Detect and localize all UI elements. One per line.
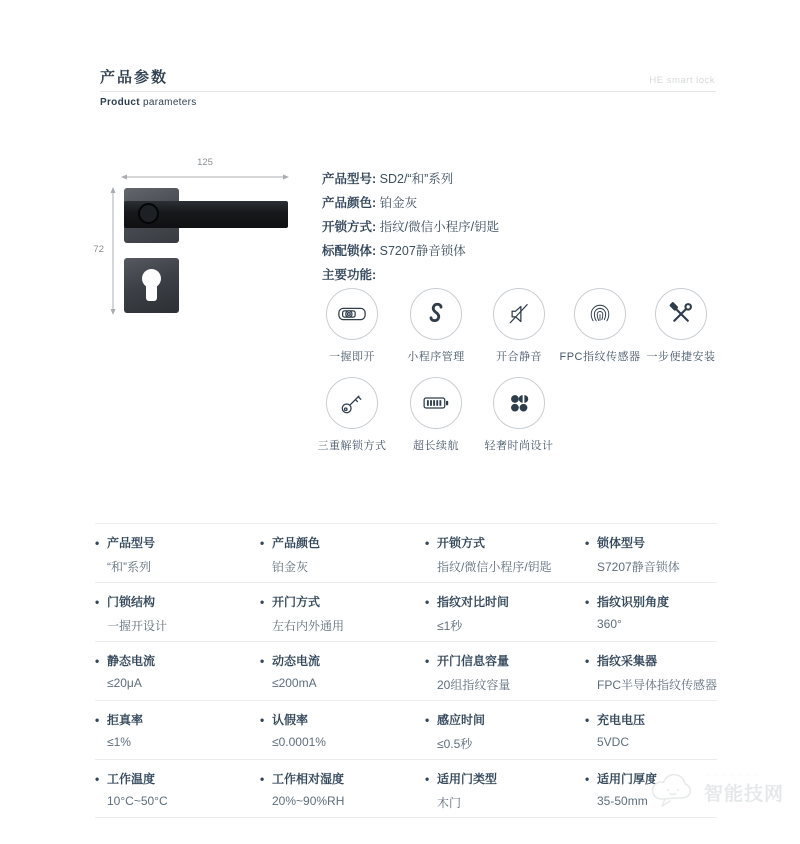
spec-value: 指纹/微信小程序/钥匙	[437, 560, 552, 574]
spec-name: 拒真率	[107, 713, 144, 727]
spec-name: 锁体型号	[597, 536, 646, 550]
spec-row	[95, 582, 717, 641]
battery-icon	[421, 388, 451, 418]
page-subtitle-bold: Product	[100, 97, 140, 108]
info-label: 开锁方式:	[322, 220, 377, 234]
spec-cell	[260, 770, 425, 817]
feature-label: 小程序管理	[407, 351, 465, 363]
spec-cell	[95, 770, 260, 817]
feature-silent	[474, 288, 564, 364]
spec-value: 铂金灰	[272, 560, 309, 574]
spec-value: 20%~90%RH	[272, 794, 345, 808]
feature-long-battery	[391, 377, 481, 453]
spec-value: FPC半导体指纹传感器	[597, 678, 718, 692]
spec-cell	[585, 652, 717, 700]
page-subtitle-rest: parameters	[139, 97, 197, 108]
bullet: •	[425, 772, 430, 786]
info-line-model	[322, 167, 499, 191]
spec-cell	[260, 534, 425, 582]
fingerprint-icon	[585, 299, 615, 329]
mute-icon	[504, 299, 534, 329]
spec-cell	[260, 593, 425, 641]
bullet: •	[95, 772, 100, 786]
header-divider	[100, 91, 716, 92]
feature-label: 轻奢时尚设计	[484, 440, 554, 452]
bullet: •	[95, 713, 100, 727]
spec-name: 动态电流	[272, 654, 321, 668]
info-value: SD2/“和”系列	[376, 172, 454, 186]
spec-cell	[95, 534, 260, 582]
spec-cell	[585, 593, 717, 641]
spec-value: S7207静音锁体	[597, 560, 680, 574]
spec-name: 适用门厚度	[597, 772, 658, 786]
watermark-big-text: 智能技网	[704, 783, 785, 805]
info-line-unlock	[322, 215, 499, 239]
width-dimension-line	[120, 172, 290, 182]
info-line-lockbody	[322, 239, 499, 263]
spec-name: 认假率	[272, 713, 309, 727]
spec-row	[95, 641, 717, 700]
spec-cell	[585, 711, 717, 759]
spec-name: 感应时间	[437, 713, 486, 727]
info-value: 铂金灰	[376, 196, 418, 210]
spec-cell	[425, 534, 585, 582]
handle-icon	[337, 299, 367, 329]
spec-cell	[95, 652, 260, 700]
bullet: •	[585, 713, 590, 727]
spec-value: ≤1秒	[437, 619, 463, 633]
feature-miniprogram	[391, 288, 481, 364]
bullet: •	[585, 536, 590, 550]
spec-cell	[425, 652, 585, 700]
feature-triple-unlock	[307, 377, 397, 453]
bullet: •	[425, 595, 430, 609]
spec-table	[95, 523, 717, 818]
spec-value: 35-50mm	[597, 794, 648, 808]
spec-cell	[425, 593, 585, 641]
spec-value: 左右内外通用	[272, 619, 345, 633]
info-line-color	[322, 191, 499, 215]
spec-cell	[95, 593, 260, 641]
bullet: •	[425, 654, 430, 668]
feature-easy-install	[636, 288, 726, 364]
spec-value: ≤0.5秒	[437, 737, 473, 751]
feature-label: 三重解锁方式	[317, 440, 387, 452]
spec-name: 指纹采集器	[597, 654, 658, 668]
spec-value: ≤20μA	[107, 676, 142, 690]
bullet: •	[585, 654, 590, 668]
page-subtitle	[100, 97, 197, 108]
spec-name: 指纹识别角度	[597, 595, 670, 609]
bullet: •	[425, 536, 430, 550]
bullet: •	[95, 595, 100, 609]
spec-name: 静态电流	[107, 654, 156, 668]
feature-label: 超长续航	[413, 440, 459, 452]
spec-cell	[260, 711, 425, 759]
cloud-logo-icon	[648, 766, 700, 810]
watermark-text	[704, 771, 784, 806]
bullet: •	[260, 654, 265, 668]
spec-name: 门锁结构	[107, 595, 156, 609]
spec-cell	[585, 534, 717, 582]
spec-cell	[95, 711, 260, 759]
bullet: •	[260, 772, 265, 786]
bullet: •	[260, 536, 265, 550]
keyhole-stem	[146, 283, 157, 301]
bullet: •	[260, 713, 265, 727]
key-icon	[337, 388, 367, 418]
spec-name: 适用门类型	[437, 772, 498, 786]
bullet: •	[95, 654, 100, 668]
brand-label: HE smart lock	[649, 75, 715, 86]
miniprogram-icon	[421, 299, 451, 329]
watermark	[648, 766, 798, 810]
height-dimension-line	[108, 186, 118, 316]
info-label: 产品颜色:	[322, 196, 377, 210]
spec-name: 产品颜色	[272, 536, 321, 550]
bullet: •	[585, 772, 590, 786]
spec-row	[95, 759, 717, 818]
spec-row	[95, 523, 717, 582]
info-line-functions	[322, 263, 499, 287]
feature-fpc-sensor	[555, 288, 645, 364]
spec-value: 一握开设计	[107, 619, 168, 633]
spec-cell	[260, 652, 425, 700]
spec-name: 工作温度	[107, 772, 156, 786]
design-icon	[504, 388, 534, 418]
fingerprint-sensor-ring	[138, 203, 159, 224]
info-label: 标配锁体:	[322, 244, 377, 258]
spec-name: 指纹对比时间	[437, 595, 510, 609]
page-title: 产品参数	[100, 69, 169, 86]
height-dimension-label: 72	[93, 244, 104, 255]
spec-value: 木门	[437, 796, 462, 810]
width-dimension-label: 125	[197, 157, 213, 168]
spec-row	[95, 700, 717, 759]
spec-value: 20组指纹容量	[437, 678, 511, 692]
spec-cell	[425, 711, 585, 759]
spec-value: 10°C~50°C	[107, 794, 168, 808]
spec-name: 工作相对湿度	[272, 772, 345, 786]
feature-label: 开合静音	[496, 351, 542, 363]
info-label: 产品型号:	[322, 172, 377, 186]
bullet: •	[425, 713, 430, 727]
feature-fashion-design	[474, 377, 564, 453]
spec-name: 开门方式	[272, 595, 321, 609]
bullet: •	[260, 595, 265, 609]
spec-value: 5VDC	[597, 735, 630, 749]
spec-cell	[425, 770, 585, 817]
watermark-small-text: ⋯⋯⋯⋯⋯⋯⋯	[704, 771, 760, 779]
feature-label: 一握即开	[329, 351, 375, 363]
tools-icon	[666, 299, 696, 329]
spec-name: 开锁方式	[437, 536, 486, 550]
spec-value: ≤200mA	[272, 676, 317, 690]
bullet: •	[95, 536, 100, 550]
spec-value: ≤0.0001%	[272, 735, 326, 749]
feature-label: FPC指纹传感器	[559, 351, 641, 363]
feature-one-grip-open	[307, 288, 397, 364]
product-info-block	[322, 167, 499, 287]
bullet: •	[585, 595, 590, 609]
spec-value: 360°	[597, 617, 622, 631]
info-label: 主要功能:	[322, 268, 377, 282]
spec-value: “和”系列	[107, 560, 151, 574]
feature-label: 一步便捷安装	[646, 351, 716, 363]
info-value: S7207静音锁体	[376, 244, 466, 258]
spec-name: 产品型号	[107, 536, 156, 550]
spec-name: 开门信息容量	[437, 654, 510, 668]
info-value: 指纹/微信小程序/钥匙	[376, 220, 500, 234]
spec-value: ≤1%	[107, 735, 131, 749]
spec-name: 充电电压	[597, 713, 646, 727]
